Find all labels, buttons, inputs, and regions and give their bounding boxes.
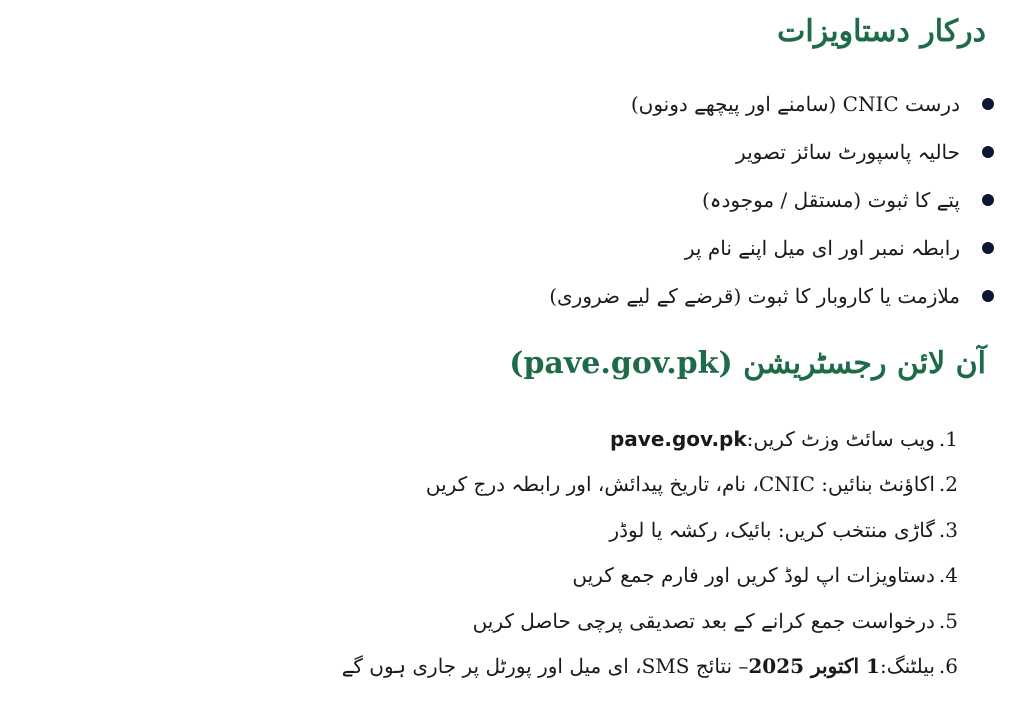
step-text: گاڑی منتخب کریں: بائیک، رکشہ یا لوڈر <box>609 517 935 542</box>
balloting-date: 1 اکتوبر 2025 <box>748 654 880 679</box>
step-number: 2. <box>938 472 958 497</box>
list-item <box>549 272 994 320</box>
bullet-icon <box>982 290 994 302</box>
list-item <box>549 128 994 176</box>
bullet-icon <box>982 194 994 206</box>
registration-title-urdu: آن لائن رجسٹریشن <box>743 346 986 381</box>
step-number: 6. <box>938 654 958 679</box>
required-documents-heading: درکار دستاویزات <box>777 14 986 49</box>
list-item <box>549 176 994 224</box>
step-item <box>342 507 958 553</box>
bullet-icon <box>982 98 994 110</box>
list-item-label: حالیہ پاسپورٹ سائز تصویر <box>736 140 960 164</box>
step-number: 1. <box>938 426 958 451</box>
step-item <box>342 416 958 462</box>
step-text: اکاؤنٹ بنائیں: CNIC، نام، تاریخ پیدائش، اور رابطہ درج کریں <box>425 472 935 497</box>
step-number: 3. <box>938 517 958 542</box>
required-documents-list <box>549 80 994 320</box>
bullet-icon <box>982 146 994 158</box>
step-text: دستاویزات اپ لوڈ کریں اور فارم جمع کریں <box>572 563 935 588</box>
list-item-label: درست CNIC (سامنے اور پیچھے دونوں) <box>630 92 960 116</box>
step-item <box>342 462 958 508</box>
step-text: درخواست جمع کرانے کے بعد تصدیقی پرچی حاصل کریں <box>472 608 935 633</box>
step-number: 5. <box>938 608 958 633</box>
registration-steps-list <box>342 416 958 689</box>
step-item <box>342 598 958 644</box>
list-item-label: رابطہ نمبر اور ای میل اپنے نام پر <box>684 236 960 260</box>
bullet-icon <box>982 242 994 254</box>
step-item <box>342 644 958 690</box>
step-item <box>342 553 958 599</box>
list-item-label: پتے کا ثبوت (مستقل / موجودہ) <box>701 188 960 212</box>
list-item-label: ملازمت یا کاروبار کا ثبوت (قرضے کے لیے ضروری) <box>549 284 960 308</box>
step-text: ویب سائٹ وزٹ کریں: <box>746 426 935 451</box>
list-item <box>549 224 994 272</box>
step-text: بیلٹنگ: <box>879 654 935 679</box>
website-link[interactable]: pave.gov.pk <box>609 426 747 451</box>
list-item <box>549 80 994 128</box>
registration-title-site: (pave.gov.pk) <box>509 346 733 381</box>
online-registration-heading <box>509 346 986 381</box>
step-number: 4. <box>938 563 958 588</box>
step-text-rest: – نتائج SMS، ای میل اور پورٹل پر جاری ہوں گے <box>341 654 749 679</box>
